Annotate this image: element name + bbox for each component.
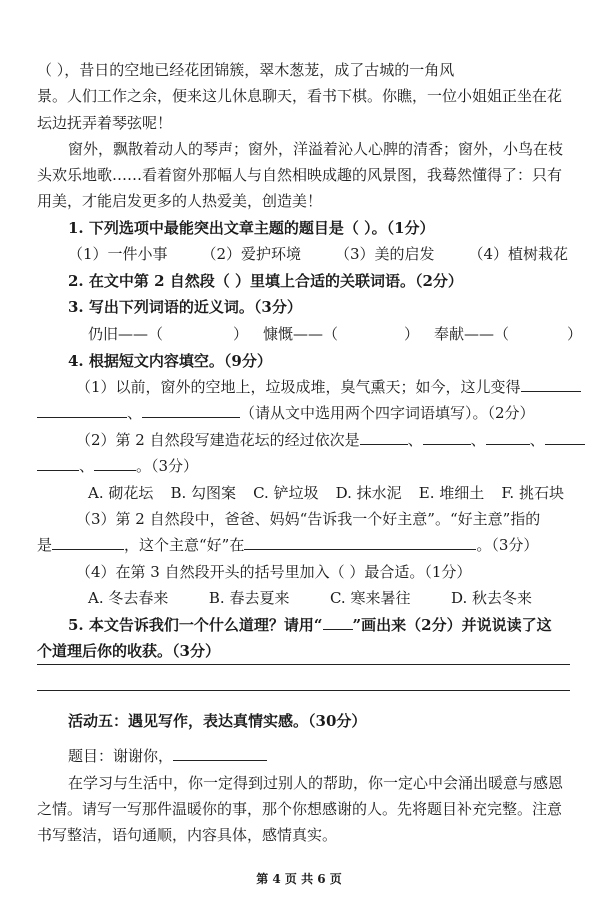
passage-line: 用美，才能启发更多的人热爱美，创造美！ — [37, 192, 323, 210]
option: （3）美的启发 — [334, 245, 435, 263]
question-3-stem: 3. 写出下列词语的近义词。（3分） — [68, 298, 302, 316]
q4-sub3-line1: （3）第 2 自然段中，爸爸、妈妈“告诉我一个好主意”。“好主意”指的 — [76, 510, 541, 528]
option: （1）一件小事 — [68, 245, 168, 263]
q4-sub2-options — [88, 480, 564, 507]
essay-instructions: 书写整洁，语句通顺，内容具体，感情真实。 — [37, 826, 338, 844]
question-1-stem: 1. 下列选项中最能突出文章主题的题目是（ ）。（1分） — [68, 219, 435, 237]
question-5-line2: 个道理后你的收获。（3分） — [37, 642, 220, 660]
answer-line[interactable] — [37, 664, 570, 665]
q4-sub2-line1: （2）第 2 自然段写建造花坛的经过依次是 、 、 、 — [76, 427, 570, 454]
option: D. 秋去冬来 — [450, 589, 532, 607]
answer-line[interactable] — [37, 690, 570, 691]
option: F. 挑石块 — [501, 484, 564, 502]
essay-topic: 题目：谢谢你， — [68, 743, 570, 770]
question-1-options — [68, 241, 568, 268]
passage-line: 头欢乐地歌……看着窗外那幅人与自然相映成趣的风景图，我蓦然懂得了：只有 — [37, 166, 563, 184]
answer-blank[interactable] — [52, 535, 124, 550]
answer-blank[interactable] — [545, 430, 585, 445]
answer-blank[interactable] — [521, 377, 581, 392]
answer-blank[interactable] — [142, 403, 240, 418]
answer-blank[interactable] — [94, 456, 136, 471]
essay-instructions: 之情。请写一写那件温暖你的事，那个你想感谢的人。先将题目补充完整。注意 — [37, 800, 563, 818]
question-5-line1: 5. 本文告诉我们一个什么道理？请用“ ”画出来（2分）并说说读了这 — [68, 616, 552, 634]
option: A. 冬去春来 — [88, 589, 169, 607]
passage-line: 坛边抚弄着琴弦呢！ — [37, 114, 173, 132]
option: （4）植树栽花 — [468, 245, 568, 263]
question-4-stem: 4. 根据短文内容填空。（9分） — [68, 352, 272, 370]
answer-blank[interactable] — [244, 535, 476, 550]
page-footer: 第 4 页 共 6 页 — [256, 872, 342, 886]
option: C. 寒来暑往 — [329, 589, 411, 607]
synonym-item: 慷慨——（ ） — [263, 325, 420, 343]
topic-blank[interactable] — [173, 746, 267, 761]
passage-line: 窗外，飘散着动人的琴声；窗外，洋溢着沁人心脾的清香；窗外，小鸟在枝 — [68, 140, 564, 158]
q4-sub4-stem: （4）在第 3 自然段开头的括号里加入（ ）最合适。（1分） — [76, 563, 472, 581]
answer-blank[interactable] — [486, 430, 530, 445]
option: B. 春去夏来 — [208, 589, 290, 607]
answer-blank[interactable] — [423, 430, 471, 445]
option: C. 铲垃圾 — [253, 484, 319, 502]
q4-sub4-options — [88, 585, 532, 612]
q4-sub2-line2: 、 。（3分） — [37, 453, 570, 480]
activity-5-heading: 活动五：遇见写作，表达真情实感。（30分） — [68, 712, 367, 730]
option: （2）爱护环境 — [201, 245, 302, 263]
synonym-item: 奉献——（ ） — [434, 325, 583, 343]
answer-blank[interactable] — [360, 430, 408, 445]
answer-blank[interactable] — [37, 456, 79, 471]
option: A. 砌花坛 — [88, 484, 154, 502]
passage-line: 景。人们工作之余，便来这儿休息聊天，看书下棋。你瞧，一位小姐姐正坐在花 — [37, 87, 563, 105]
question-2-stem: 2. 在文中第 2 自然段（ ）里填上合适的关联词语。（2分） — [68, 272, 463, 290]
synonym-item: 仍旧——（ ） — [88, 325, 249, 343]
option: B. 勾图案 — [170, 484, 237, 502]
option: E. 堆细土 — [418, 484, 485, 502]
passage-line: （ ），昔日的空地已经花团锦簇，翠木葱茏，成了古城的一角风 — [37, 61, 455, 79]
answer-blank[interactable] — [37, 403, 127, 418]
q4-sub1-line1: （1）以前，窗外的空地上，垃圾成堆，臭气熏天；如今，这儿变得 — [76, 374, 570, 401]
essay-instructions: 在学习与生活中，你一定得到过别人的帮助，你一定心中会涌出暖意与感恩 — [68, 774, 564, 792]
q4-sub1-line2: 、 （请从文中选用两个四字词语填写）。（2分） — [37, 400, 570, 427]
q4-sub3-line2: 是 ，这个主意“好”在 。（3分） — [37, 536, 539, 554]
option: D. 抹水泥 — [335, 484, 402, 502]
